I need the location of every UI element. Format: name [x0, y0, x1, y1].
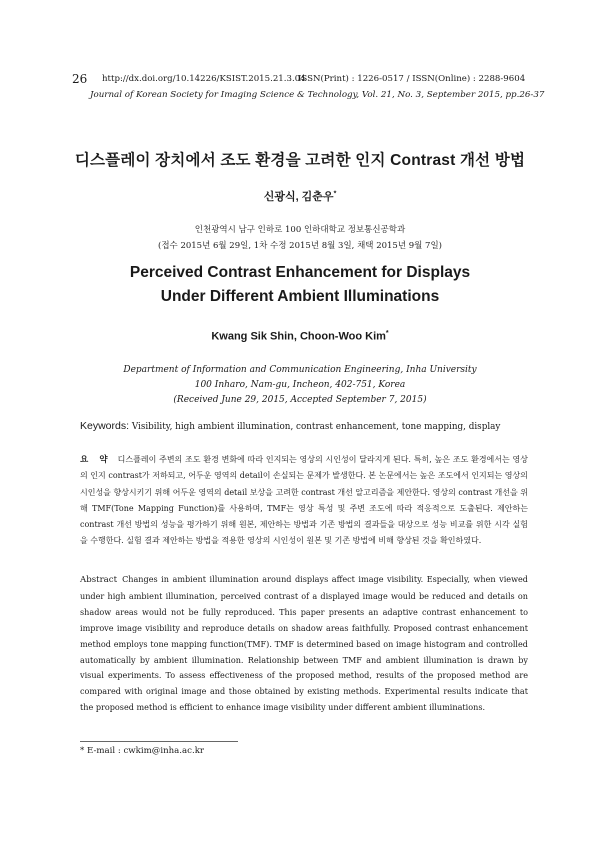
- english-abstract-label: Abstract: [80, 575, 118, 585]
- english-abstract: [80, 572, 528, 716]
- korean-abstract-text: 디스플레이 주변의 조도 환경 변화에 따라 인지되는 영상의 시인성이 달라지게 된다. 특히, 높은 조도 환경에서는 영상의 인지 contrast가 저하되고, 어두운 영역의 detail이 손실되는 문제가 발생한다. 본 논문에서는 높은 조도에서 인지되는 영상의 시인성을 향상시키기 위해 어두운 영역의 detail 보상을 고려한 contrast 개선 알고리즘을 제안한다. 영상의 contrast 개선을 위해 TMF(Tone Mapping Function)를 사용하며, TMF는 영상 특성 및 주변 조도에 따라 적응적으로 도출된다. 제안하는 contrast 개선 방법의 성능을 평가하기 위해 원본, 제안하는 방법과 기존 방법의 결과들을 대상으로 성능 비교를 위한 시각 실험을 수행한다. 실험 결과 제안하는 방법을 적용한 영상의 시인성이 원본 및 기존 방법에 비해 향상된 것을 확인하였다.: [80, 455, 528, 546]
- korean-author-names: 신광식, 김춘우: [263, 191, 334, 203]
- journal-citation: Journal of Korean Society for Imaging Science & Technology, Vol. 21, No. 3, September 2015, pp.26-37: [90, 90, 545, 100]
- keywords-label: Keywords:: [80, 420, 130, 432]
- korean-affiliation: 인천광역시 남구 인하로 100 인하대학교 정보통신공학과: [194, 225, 406, 235]
- english-title-line1: Perceived Contrast Enhancement for Displays: [129, 264, 471, 281]
- corresponding-mark-en: *: [385, 330, 389, 337]
- footnote-divider: [80, 741, 238, 742]
- keywords-text: Visibility, high ambient illumination, contrast enhancement, tone mapping, display: [131, 422, 501, 432]
- korean-dates: (접수 2015년 6월 29일, 1차 수정 2015년 8월 3일, 채택 2015년 9월 7일): [158, 241, 442, 251]
- english-affiliation-line2: 100 Inharo, Nam-gu, Incheon, 402-751, Korea: [194, 380, 406, 390]
- english-authors: [0, 330, 600, 343]
- page-number: 26: [72, 72, 88, 86]
- footnote-email: * E-mail : cwkim@inha.ac.kr: [80, 746, 205, 756]
- issn-info: ISSN(Print) : 1226-0517 / ISSN(Online) : 2288-9604: [298, 74, 526, 84]
- english-title-line2: Under Different Ambient Illuminations: [160, 288, 440, 305]
- english-dates: (Received June 29, 2015, Accepted September 7, 2015): [173, 395, 427, 405]
- english-abstract-text: Changes in ambient illumination around displays affect image visibility. Especially, when viewed under high ambient illumination, perceived contrast of a displayed image would be reduced and details on shadow areas would not be fully reproduced. This paper presents an adaptive contrast enhancement to improve image visibility and reproduce details on shadow areas faithfully. Proposed contrast enhancement method employs tone mapping function(TMF). TMF is determined based on image histogram and controlled automatically by ambient illumination. Relationship between TMF and ambient illumination is drawn by visual experiments. To assess effectiveness of the proposed method, results of the proposed method are compared with original image and those obtained by existing methods. Experimental results indicate that the proposed method is efficient to enhance image visibility under different ambient illuminations.: [80, 574, 528, 713]
- korean-authors: [0, 188, 600, 204]
- korean-abstract-label: 요 약: [80, 455, 112, 465]
- doi-link[interactable]: http://dx.doi.org/10.14226/KSIST.2015.21.3.04: [102, 74, 306, 84]
- english-affiliation-line1: Department of Information and Communication Engineering, Inha University: [123, 365, 477, 375]
- korean-abstract: [80, 452, 528, 550]
- english-author-names: Kwang Sik Shin, Choon-Woo Kim: [211, 330, 386, 343]
- keywords: [80, 420, 530, 432]
- corresponding-mark-ko: *: [333, 190, 337, 198]
- korean-title: 디스플레이 장치에서 조도 환경을 고려한 인지 Contrast 개선 방법: [74, 152, 526, 169]
